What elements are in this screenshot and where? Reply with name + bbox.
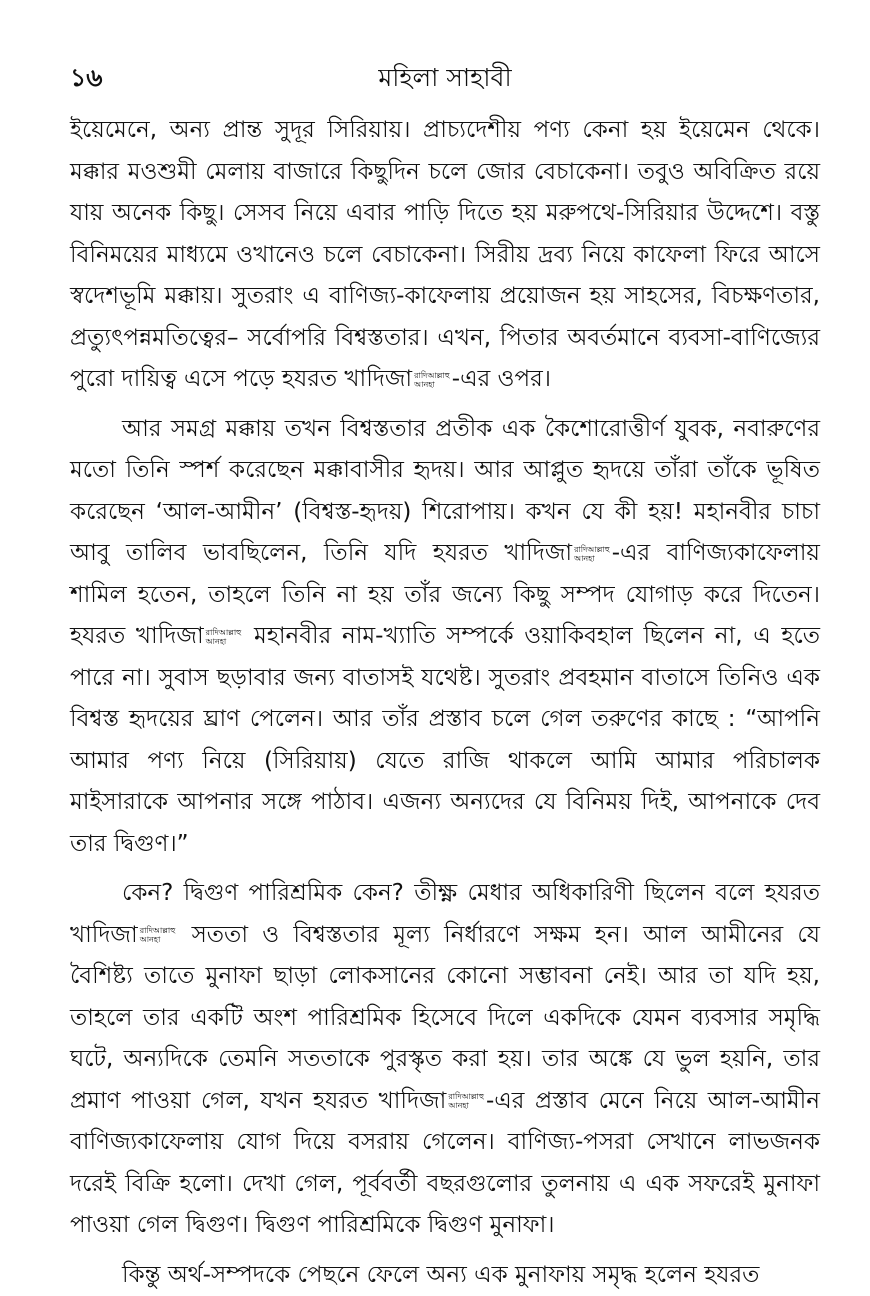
- paragraph: [70, 409, 820, 866]
- text-segment: কিন্তু অর্থ-সম্পদকে পেছনে ফেলে অন্য এক মুনাফায় সমৃদ্ধ হলেন হযরত: [122, 1262, 759, 1288]
- text-segment: -এর প্রস্তাব মেনে নিয়ে আল-আমীন বাণিজ্যকাফেলায় যোগ দিয়ে বসরায় গেলেন। বাণিজ্য-পসরা সেখানে লাভজনক দরেই বিক্রি হলো। দেখা গেল, পূর্ববর্তী বছরগুলোর তুলনায় এ এক সফরেই মুনাফা পাওয়া গেল দ্বিগুণ। দ্বিগুণ পারিশ্রমিকে দ্বিগুণ মুনাফা।: [70, 1088, 820, 1239]
- honorific-annotation: রাদিআল্লাহু আনহা: [414, 371, 450, 389]
- text-segment: মহানবীর নাম-খ্যাতি সম্পর্কে ওয়াকিবহাল ছিলেন না, এ হতে পারে না। সুবাস ছড়াবার জন্য বাতাসই যথেষ্ট। সুতরাং প্রবহমান বাতাসে তিনিও এক বিশ্বস্ত হৃদয়ের ঘ্রাণ পেলেন। আর তাঁর প্রস্তাব চলে গেল তরুণের কাছে : “আপনি আমার পণ্য নিয়ে (সিরিয়ায়) যেতে রাজি থাকলে আমি আমার পরিচালক মাইসারাকে আপনার সঙ্গে পাঠাব। এজন্য অন্যদের যে বিনিময় দিই, আপনাকে দেব তার দ্বিগুণ।”: [70, 623, 820, 857]
- text-segment: আর সমগ্র মক্কায় তখন বিশ্বস্ততার প্রতীক এক কৈশোরোত্তীর্ণ যুবক, নবারুণের মতো তিনি স্পর্শ করেছেন মক্কাবাসীর হৃদয়। আর আপ্লুত হৃদয়ে তাঁরা তাঁকে ভূষিত করেছেন ‘আল-আমীন’ (বিশ্বস্ত-হৃদয়) শিরোপায়। কখন যে কী হয়! মহানবীর চাচা আবু তালিব ভাবছিলেন, তিনি যদি হযরত খাদিজা: [70, 416, 820, 567]
- paragraph: [70, 1255, 820, 1296]
- text-segment: কেন? দ্বিগুণ পারিশ্রমিক কেন? তীক্ষ্ণ মেধার অধিকারিণী ছিলেন বলে হযরত খাদিজা: [70, 880, 820, 948]
- paragraph: [70, 873, 820, 1247]
- paragraph: [70, 110, 820, 401]
- page-header: [70, 0, 820, 110]
- text-segment: সততা ও বিশ্বস্ততার মূল্য নির্ধারণে সক্ষম হন। আল আমীনের যে বৈশিষ্ট্য তাতে মুনাফা ছাড়া লোকসানের কোনো সম্ভাবনা নেই। আর তা যদি হয়, তাহলে তার একটি অংশ পারিশ্রমিক হিসেবে দিলে একদিকে যেমন ব্যবসার সমৃদ্ধি ঘটে, অন্যদিকে তেমনি সততাকে পুরস্কৃত করা হয়। তার অঙ্কে যে ভুল হয়নি, তার প্রমাণ পাওয়া গেল, যখন হযরত খাদিজা: [70, 922, 820, 1114]
- text-segment: ইয়েমেনে, অন্য প্রান্ত সুদূর সিরিয়ায়। প্রাচ্যদেশীয় পণ্য কেনা হয় ইয়েমেন থেকে। মক্কার মওশুমী মেলায় বাজারে কিছুদিন চলে জোর বেচাকেনা। তবুও অবিক্রিত রয়ে যায় অনেক কিছু। সেসব নিয়ে এবার পাড়ি দিতে হয় মরুপথে-সিরিয়ার উদ্দেশে। বস্তু বিনিময়ের মাধ্যমে ওখানেও চলে বেচাকেনা। সিরীয় দ্রব্য নিয়ে কাফেলা ফিরে আসে স্বদেশভূমি মক্কায়। সুতরাং এ বাণিজ্য-কাফেলায় প্রয়োজন হয় সাহসের, বিচক্ষণতার, প্রত্যুৎপন্নমতিত্বের– সর্বোপরি বিশ্বস্ততার। এখন, পিতার অবর্তমানে ব্যবসা-বাণিজ্যের পুরো দায়িত্ব এসে পড়ে হযরত খাদিজা: [70, 117, 820, 392]
- honorific-annotation: রাদিআল্লাহু আনহা: [206, 628, 242, 646]
- text-segment: -এর ওপর।: [452, 366, 551, 392]
- honorific-annotation: রাদিআল্লাহু আনহা: [448, 1092, 484, 1110]
- running-title: মহিলা সাহাবী: [70, 58, 820, 101]
- honorific-annotation: রাদিআল্লাহু আনহা: [140, 926, 176, 944]
- page-number: ১৬: [70, 58, 102, 101]
- body-text: [70, 110, 820, 1296]
- honorific-annotation: রাদিআল্লাহু আনহা: [574, 545, 610, 563]
- text-segment: -এর বাণিজ্যকাফেলায় শামিল হতেন, তাহলে তিনি না হয় তাঁর জন্যে কিছু সম্পদ যোগাড় করে দিতেন। হযরত খাদিজা: [70, 540, 820, 649]
